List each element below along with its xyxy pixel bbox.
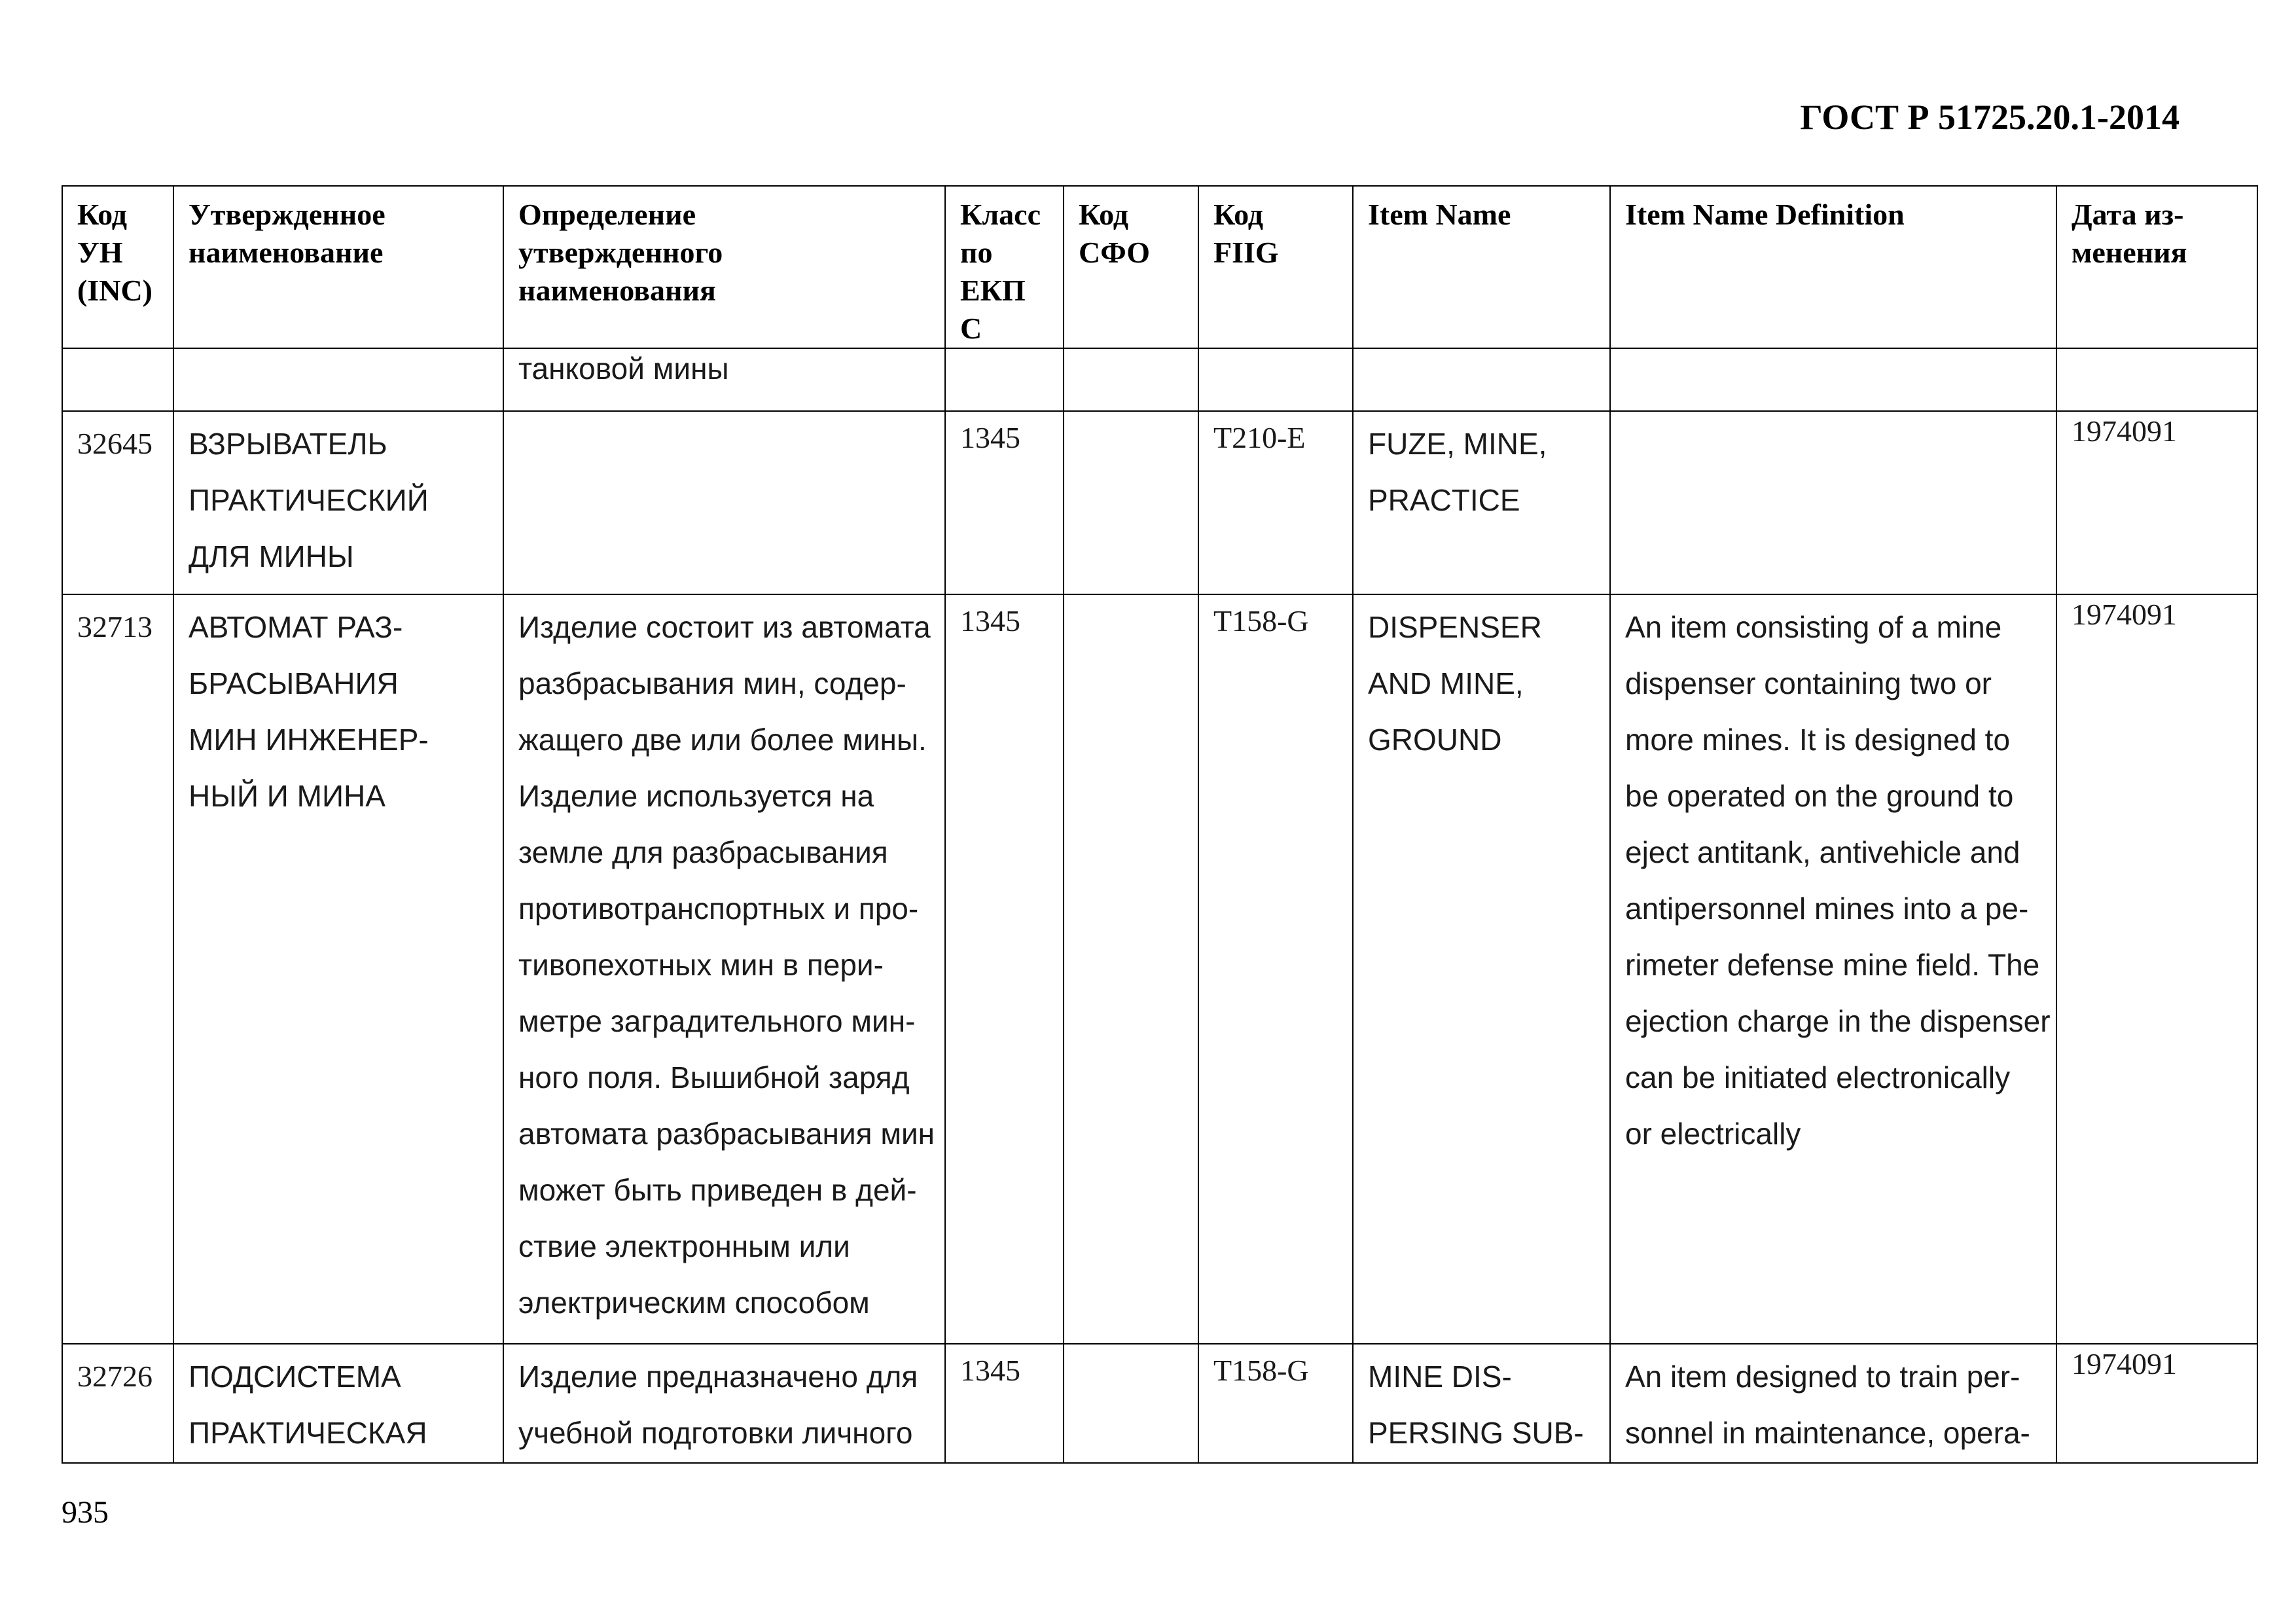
cell-text-line: метре заградительного мин- <box>518 1004 916 1038</box>
header-item-name-definition <box>1610 186 2056 348</box>
cell-text-line: ПОДСИСТЕМА <box>188 1360 401 1394</box>
cell-text-line: (INC) <box>77 274 152 307</box>
header-item-name <box>1353 186 1610 348</box>
cell-text-line: МИН ИНЖЕНЕР- <box>188 723 429 757</box>
cell-text-line: ejection charge in the dispenser <box>1625 1004 2051 1038</box>
cell-text-line: противотранспортных и про- <box>518 892 919 926</box>
cell-inc: 32726 <box>62 1344 173 1463</box>
cell-text-line: СФО <box>1079 236 1151 269</box>
cell-change-date: 1974091 <box>2056 594 2257 1344</box>
header-class <box>945 186 1064 348</box>
cell-text-line: Код <box>1213 198 1264 231</box>
header-inc <box>62 186 173 348</box>
table-row <box>62 348 2257 411</box>
cell-text-line: FIIG <box>1213 236 1279 269</box>
cell-text-line: наименования <box>518 274 716 307</box>
cell-text-line: dispenser containing two or <box>1625 666 1992 700</box>
cell-text-line: rimeter defense mine field. The <box>1625 948 2040 982</box>
cell-text-line: Изделие предназначено для <box>518 1360 918 1394</box>
cell-text-line: ПРАКТИЧЕСКАЯ <box>188 1416 427 1450</box>
cell-text-line: PERSING SUB- <box>1368 1416 1584 1450</box>
cell-text-line: менения <box>2072 236 2187 269</box>
cell-text-line: тивопехотных мин в пери- <box>518 948 884 982</box>
cell-text-line: Изделие используется на <box>518 779 874 813</box>
cell-item-name-definition <box>1610 411 2056 594</box>
cell-approved-name <box>173 411 503 594</box>
cell-text-line: автомата разбрасывания мин <box>518 1117 935 1151</box>
cell-definition <box>503 1344 945 1463</box>
cell-sfo <box>1064 411 1198 594</box>
cell-definition <box>503 348 945 411</box>
cell-fiig: T158-G <box>1198 594 1353 1344</box>
table-row <box>62 411 2257 594</box>
cell-text-line: antipersonnel mines into a pe- <box>1625 892 2029 926</box>
cell-text-line: жащего две или более мины. <box>518 723 927 757</box>
cell-text-line: утвержденного <box>518 236 723 269</box>
cell-change-date: 1974091 <box>2056 1344 2257 1463</box>
cell-change-date: 1974091 <box>2056 411 2257 594</box>
cell-class: 1345 <box>945 411 1064 594</box>
cell-text-line: танковой мины <box>518 352 729 386</box>
cell-text-line: учебной подготовки личного <box>518 1416 913 1450</box>
cell-text-line: eject antitank, antivehicle and <box>1625 835 2020 869</box>
cell-text-line: An item consisting of a mine <box>1625 610 2002 644</box>
cell-inc: 32713 <box>62 594 173 1344</box>
cell-text-line: AND MINE, <box>1368 666 1524 700</box>
cell-text-line: MINE DIS- <box>1368 1360 1512 1394</box>
cell-text-line: ПРАКТИЧЕСКИЙ <box>188 483 429 517</box>
cell-text-line: ВЗРЫВАТЕЛЬ <box>188 427 387 461</box>
cell-text-line: электрическим способом <box>518 1286 870 1320</box>
cell-item-name <box>1353 1344 1610 1463</box>
cell-text-line: An item designed to train per- <box>1625 1360 2020 1394</box>
cell-text-line: can be initiated electronically <box>1625 1060 2011 1094</box>
cell-text-line: С <box>960 312 982 345</box>
cell-item-name <box>1353 594 1610 1344</box>
standard-id: ГОСТ Р 51725.20.1-2014 <box>1800 98 2179 137</box>
cell-text-line: разбрасывания мин, содер- <box>518 666 906 700</box>
cell-text-line: земле для разбрасывания <box>518 835 888 869</box>
cell-class: 1345 <box>945 1344 1064 1463</box>
cell-text-line: Изделие состоит из автомата <box>518 610 931 644</box>
cell-approved-name <box>173 1344 503 1463</box>
cell-text-line: Код <box>77 198 128 231</box>
cell-text-line: наименование <box>188 236 384 269</box>
cell-item-name-definition <box>1610 1344 2056 1463</box>
cell-fiig: T210-E <box>1198 411 1353 594</box>
cell-sfo <box>1064 348 1198 411</box>
cell-text-line: Определение <box>518 198 696 231</box>
cell-text-line: ствие электронным или <box>518 1229 850 1263</box>
header-fiig <box>1198 186 1353 348</box>
cell-text-line: по <box>960 236 993 269</box>
page-number: 935 <box>62 1495 109 1530</box>
cell-definition <box>503 411 945 594</box>
cell-text-line: DISPENSER <box>1368 610 1542 644</box>
header-definition <box>503 186 945 348</box>
cell-text-line: or electrically <box>1625 1117 1801 1151</box>
cell-text-line: ного поля. Вышибной заряд <box>518 1060 910 1094</box>
cell-item-name-definition <box>1610 348 2056 411</box>
cell-sfo <box>1064 594 1198 1344</box>
cell-text-line: Класс <box>960 198 1041 231</box>
cell-text-line: PRACTICE <box>1368 483 1520 517</box>
cell-definition <box>503 594 945 1344</box>
cell-item-name-definition <box>1610 594 2056 1344</box>
cell-class: 1345 <box>945 594 1064 1344</box>
item-name-table <box>62 185 2258 1464</box>
cell-inc: 32645 <box>62 411 173 594</box>
cell-change-date <box>2056 348 2257 411</box>
table-header-row <box>62 186 2257 348</box>
cell-text-line: Утвержденное <box>188 198 386 231</box>
cell-item-name <box>1353 348 1610 411</box>
cell-text-line: GROUND <box>1368 723 1502 757</box>
table-row <box>62 594 2257 1344</box>
cell-text-line: ДЛЯ МИНЫ <box>188 539 354 573</box>
cell-approved-name <box>173 594 503 1344</box>
cell-text-line: БРАСЫВАНИЯ <box>188 666 399 700</box>
cell-text-line: Item Name <box>1368 198 1511 231</box>
cell-text-line: be operated on the ground to <box>1625 779 2014 813</box>
header-sfo <box>1064 186 1198 348</box>
table-row <box>62 1344 2257 1463</box>
cell-item-name <box>1353 411 1610 594</box>
cell-sfo <box>1064 1344 1198 1463</box>
cell-text-line: ЕКП <box>960 274 1026 307</box>
cell-text-line: Item Name Definition <box>1625 198 1905 231</box>
cell-text-line: НЫЙ И МИНА <box>188 779 386 813</box>
header-change-date <box>2056 186 2257 348</box>
cell-text-line: Код <box>1079 198 1129 231</box>
header-approved-name <box>173 186 503 348</box>
cell-inc <box>62 348 173 411</box>
cell-text-line: FUZE, MINE, <box>1368 427 1547 461</box>
cell-fiig: T158-G <box>1198 1344 1353 1463</box>
cell-text-line: АВТОМАТ РАЗ- <box>188 610 403 644</box>
cell-text-line: УН <box>77 236 123 269</box>
cell-text-line: может быть приведен в дей- <box>518 1173 917 1207</box>
cell-text-line: sonnel in maintenance, opera- <box>1625 1416 2030 1450</box>
cell-fiig <box>1198 348 1353 411</box>
cell-text-line: Дата из- <box>2072 198 2184 231</box>
cell-approved-name <box>173 348 503 411</box>
cell-class <box>945 348 1064 411</box>
cell-text-line: more mines. It is designed to <box>1625 723 2011 757</box>
